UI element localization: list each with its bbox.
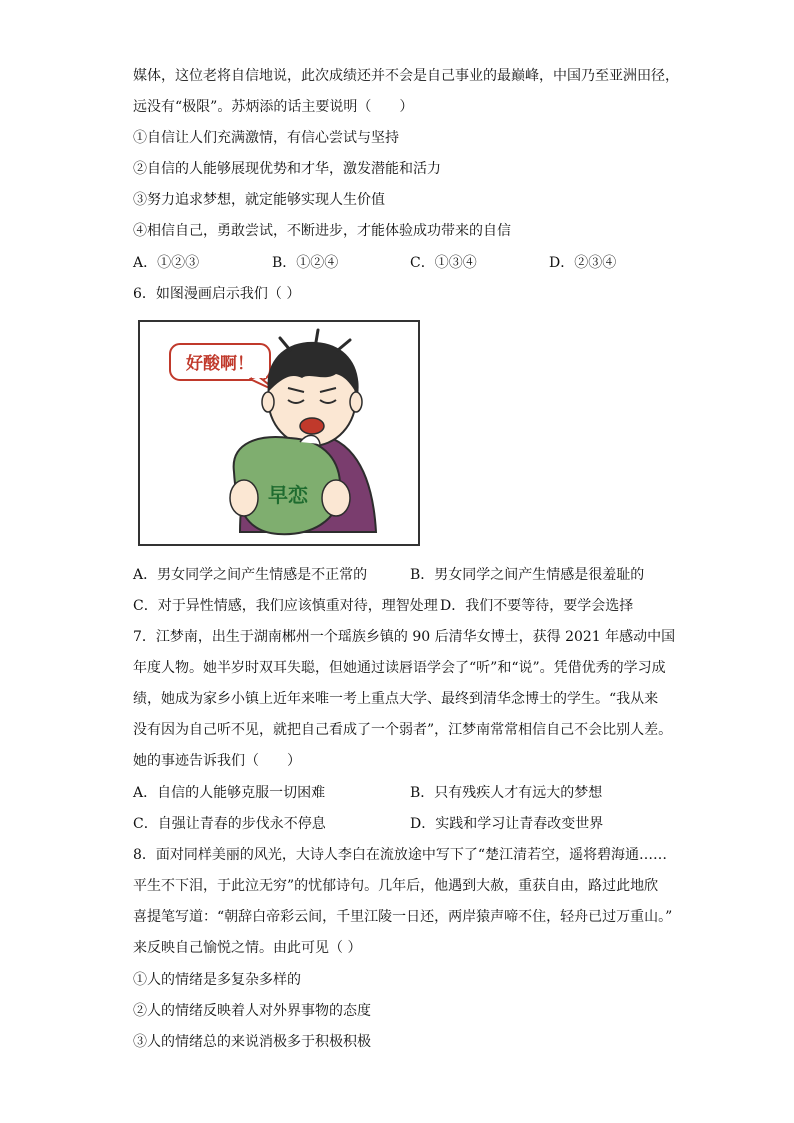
- q5-stem-line-2: 远没有“极限”。苏炳添的话主要说明（ ）: [133, 99, 414, 115]
- q5-item-1: ①自信让人们充满激情，有信心尝试与坚持: [133, 130, 399, 146]
- q6-option-b[interactable]: B．男女同学之间产生情感是很羞耻的: [410, 567, 645, 583]
- q6-option-d[interactable]: D．我们不要等待，要学会选择: [440, 598, 634, 614]
- q8-stem-line-4: 来反映自己愉悦之情。由此可见（ ）: [133, 940, 362, 956]
- q8-item-1: ①人的情绪是多复杂多样的: [133, 972, 301, 988]
- q5-option-b[interactable]: B．①②④: [272, 255, 339, 271]
- q7-stem-line-3: 绩，她成为家乡小镇上近年来唯一考上重点大学、最终到清华念博士的学生。“我从来: [133, 691, 659, 707]
- speech-bubble-text: 好酸啊！: [186, 354, 254, 374]
- q5-item-4: ④相信自己，勇敢尝试，不断进步，才能体验成功带来的自信: [133, 223, 511, 239]
- q8-stem-line-2: 平生不下泪，于此泣无穷”的忧郁诗句。几年后，他遇到大赦，重获自由，路过此地欣: [133, 878, 659, 894]
- q5-stem-line-1: 媒体，这位老将自信地说，此次成绩还并不会是自己事业的最巅峰，中国乃至亚洲田径，: [133, 68, 679, 84]
- q5-item-2: ②自信的人能够展现优势和才华，激发潜能和活力: [133, 161, 441, 177]
- q6-option-c[interactable]: C．对于异性情感，我们应该慎重对待，理智处理: [133, 598, 438, 614]
- q5-option-d[interactable]: D．②③④: [549, 255, 617, 271]
- q5-option-a[interactable]: A．①②③: [133, 255, 200, 271]
- q6-stem: 6．如图漫画启示我们（ ）: [133, 286, 301, 302]
- q8-item-3: ③人的情绪总的来说消极多于积极积极: [133, 1034, 371, 1050]
- q7-option-a[interactable]: A．自信的人能够克服一切困难: [133, 785, 326, 801]
- q8-stem-line-3: 喜提笔写道：“朝辞白帝彩云间，千里江陵一日还，两岸猿声啼不住，轻舟已过万重山。”: [133, 909, 673, 925]
- q7-stem-line-4: 没有因为自己听不见，就把自己看成了一个弱者”，江梦南常常相信自己不会比别人差。: [133, 722, 673, 738]
- q6-cartoon: [138, 320, 420, 546]
- cartoon-illustration: [140, 322, 418, 544]
- q8-item-2: ②人的情绪反映着人对外界事物的态度: [133, 1003, 371, 1019]
- q7-option-c[interactable]: C．自强让青春的步伐永不停息: [133, 816, 326, 832]
- fruit-label: 早恋: [268, 483, 308, 507]
- q5-option-c[interactable]: C．①③④: [410, 255, 477, 271]
- speech-bubble: [170, 344, 278, 392]
- q5-item-3: ③努力追求梦想，就定能够实现人生价值: [133, 192, 385, 208]
- q8-stem-line-1: 8．面对同样美丽的风光，大诗人李白在流放途中写下了“楚江清若空，遥将碧海通……: [133, 847, 668, 863]
- q7-stem-line-2: 年度人物。她半岁时双耳失聪，但她通过读唇语学会了“听”和“说”。凭借优秀的学习成: [133, 660, 666, 676]
- q6-option-a[interactable]: A．男女同学之间产生情感是不正常的: [133, 567, 368, 583]
- q7-option-b[interactable]: B．只有残疾人才有远大的梦想: [410, 785, 603, 801]
- q7-stem-line-1: 7．江梦南，出生于湖南郴州一个瑶族乡镇的 90 后清华女博士，获得 2021 年感动中国: [133, 629, 676, 645]
- q7-option-d[interactable]: D．实践和学习让青春改变世界: [410, 816, 604, 832]
- q7-stem-line-5: 她的事迹告诉我们（ ）: [133, 753, 301, 769]
